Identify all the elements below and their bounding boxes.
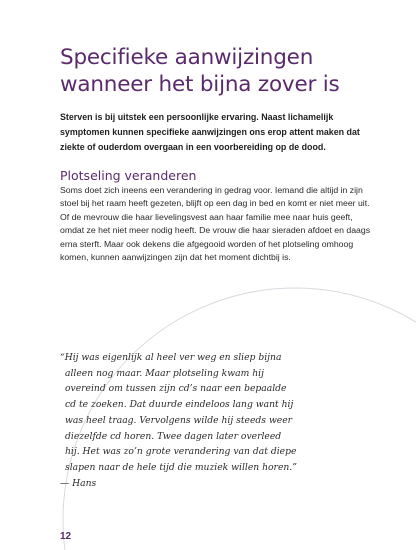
section-paragraph: Soms doet zich ineens een verandering in gedrag voor. Iemand die altijd in zijn stoel bij het raam heeft gezeten, blijft op een dag in bed en komt er niet meer uit. Of de mevrouw die haar lievelingsvest aan haar familie mee naar huis geeft, omdat ze het niet meer nodig heeft. De vrouw die haar sieraden afdoet en daags erna sterft. Maar ook dekens die afgegooid worden of het plotseling omhoog komen, kunnen aanwijzingen zijn dat het moment dichtbij is. bbox=[60, 185, 371, 263]
quote-block bbox=[60, 350, 310, 491]
quote-line: cd te zoeken. Dat duurde eindeloos lang want hij bbox=[65, 399, 294, 411]
quote-line: was heel traag. Vervolgens wilde hij steeds weer bbox=[65, 414, 293, 426]
quote-line: “Hij was eigenlijk al heel ver weg en sliep bijna bbox=[60, 352, 282, 363]
quote-line: diezelfde cd horen. Twee dagen later overleed bbox=[65, 430, 282, 442]
intro-paragraph: Sterven is bij uitstek een persoonlijke ervaring. Naast lichamelijk symptomen kunnen specifieke aanwijzingen ons erop attent maken dat ziekte of ouderdom overgaan in een voorbereiding op de dood. bbox=[60, 112, 360, 152]
quote-attribution: — Hans bbox=[60, 477, 97, 489]
quote-line: slapen naar de hele tijd die muziek willen horen.” bbox=[65, 461, 297, 473]
quote-line: alleen nog maar. Maar plotseling kwam hij bbox=[65, 367, 264, 379]
section-heading: Plotseling veranderen bbox=[60, 168, 197, 183]
quote-line: overeind om tussen zijn cd’s naar een bepaalde bbox=[65, 383, 287, 395]
quote-line: hij. Het was zo’n grote verandering van dat diepe bbox=[65, 446, 297, 458]
page-number: 12 bbox=[60, 531, 72, 542]
page-title: Specifieke aanwijzingen wanneer het bijna zover is bbox=[60, 45, 340, 97]
